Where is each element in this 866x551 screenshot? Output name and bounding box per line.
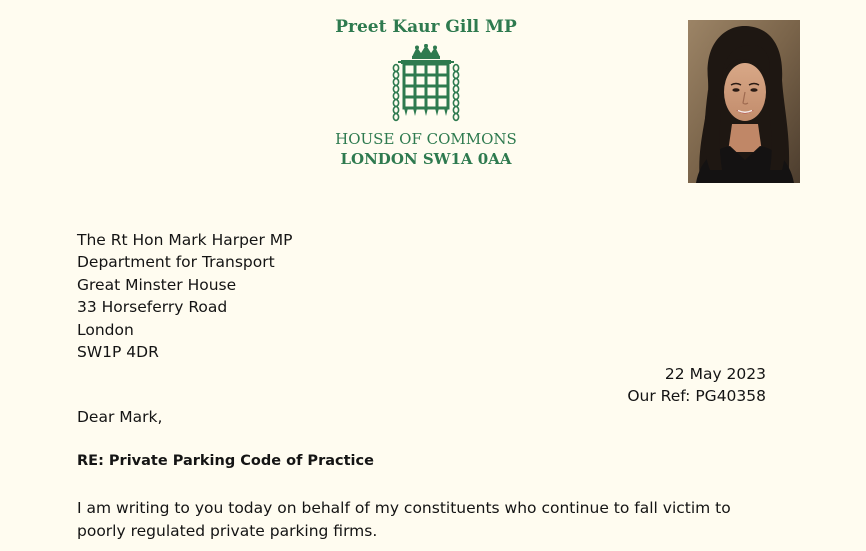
salutation: Dear Mark, bbox=[77, 408, 163, 426]
recipient-department: Department for Transport bbox=[77, 253, 275, 272]
mp-name: Preet Kaur Gill MP bbox=[335, 17, 517, 37]
portrait-photo bbox=[688, 20, 800, 183]
recipient-building: Great Minster House bbox=[77, 275, 237, 294]
portcullis-icon bbox=[391, 44, 461, 126]
recipient-street: 33 Horseferry Road bbox=[77, 298, 228, 317]
letter-meta bbox=[627, 363, 766, 408]
recipient-address bbox=[77, 229, 293, 363]
letter-reference: Our Ref: PG40358 bbox=[627, 387, 766, 406]
address-line: LONDON SW1A 0AA bbox=[340, 150, 512, 168]
body-paragraph: I am writing to you today on behalf of my constituents who continue to fall victim to poorly regulated private parking firms. bbox=[77, 499, 731, 540]
recipient-name: The Rt Hon Mark Harper MP bbox=[77, 231, 293, 249]
letter-date: 22 May 2023 bbox=[664, 365, 766, 383]
letterhead bbox=[0, 0, 866, 200]
recipient-postcode: SW1P 4DR bbox=[77, 343, 159, 362]
house-of-commons-label: HOUSE OF COMMONS bbox=[335, 130, 517, 148]
subject-line: RE: Private Parking Code of Practice bbox=[77, 453, 374, 469]
recipient-city: London bbox=[77, 320, 134, 339]
